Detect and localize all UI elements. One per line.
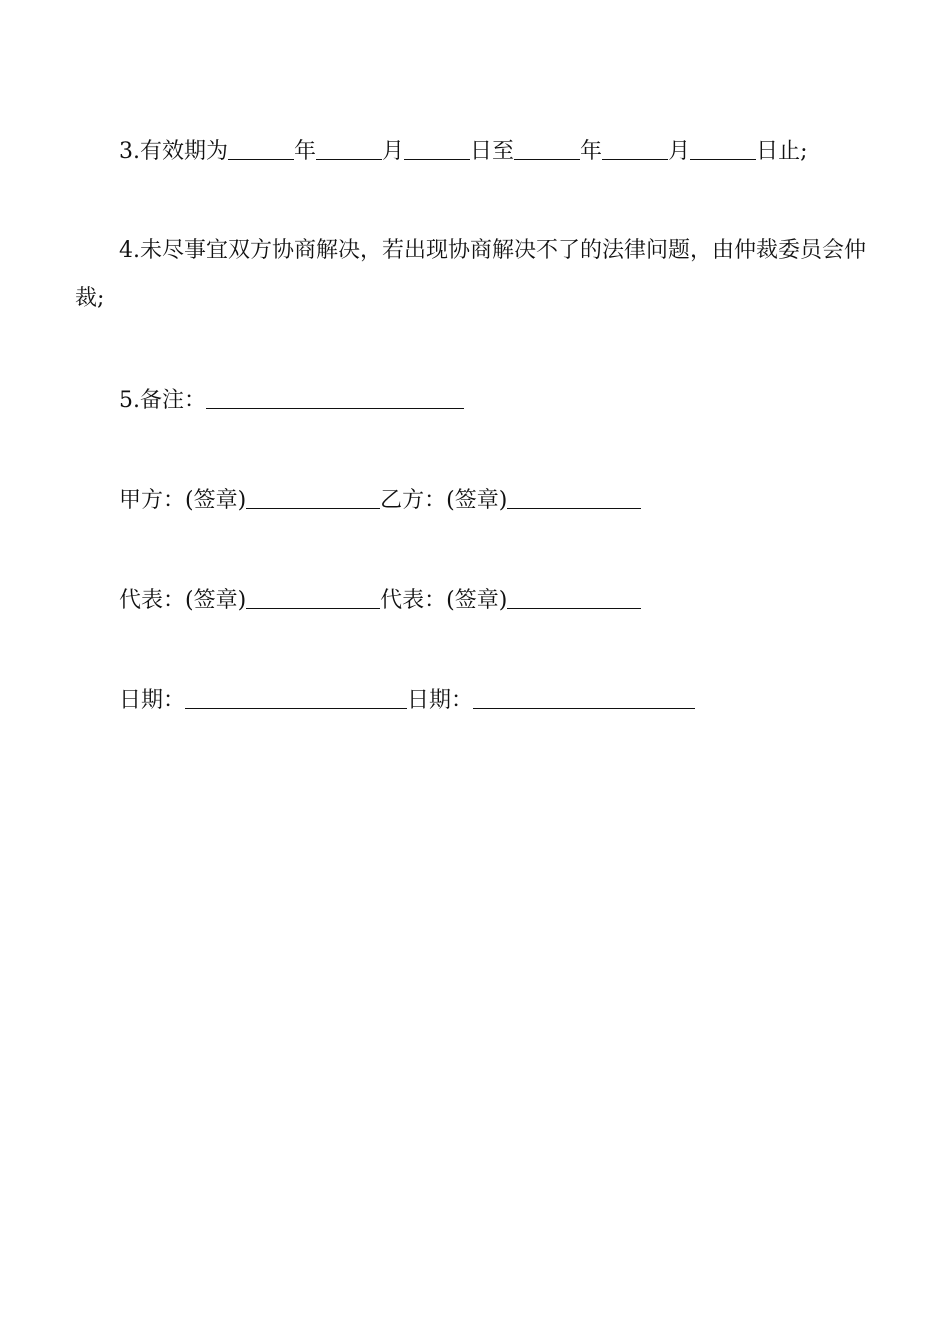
remarks-blank bbox=[206, 386, 464, 409]
start-day-blank bbox=[404, 137, 470, 160]
start-day-label: 日至 bbox=[470, 139, 515, 164]
date-b-label: 日期： bbox=[407, 688, 474, 713]
start-year-label: 年 bbox=[294, 139, 317, 164]
signature-parties-row bbox=[75, 477, 929, 525]
date-a-blank bbox=[185, 686, 407, 709]
validity-prefix: 3.有效期为 bbox=[119, 139, 228, 164]
clause-validity-period bbox=[75, 128, 929, 176]
end-day-blank bbox=[690, 137, 756, 160]
rep-b-signature-blank bbox=[507, 586, 641, 609]
party-a-label: 甲方：(签章) bbox=[119, 488, 247, 513]
signature-dates-row bbox=[75, 677, 929, 725]
clause-remarks bbox=[75, 377, 929, 425]
date-b-blank bbox=[473, 686, 695, 709]
clause-dispute-resolution: 4.未尽事宜双方协商解决，若出现协商解决不了的法律问题，由仲裁委员会仲裁; bbox=[75, 238, 866, 311]
signature-representatives-row bbox=[75, 577, 929, 625]
rep-a-label: 代表：(签章) bbox=[119, 588, 247, 613]
end-month-label: 月 bbox=[668, 139, 691, 164]
end-day-label: 日止; bbox=[756, 139, 808, 164]
start-month-blank bbox=[316, 137, 382, 160]
start-month-label: 月 bbox=[382, 139, 405, 164]
start-year-blank bbox=[228, 137, 294, 160]
rep-b-label: 代表：(签章) bbox=[380, 588, 508, 613]
date-a-label: 日期： bbox=[119, 688, 186, 713]
end-year-blank bbox=[514, 137, 580, 160]
party-a-signature-blank bbox=[246, 486, 380, 509]
party-b-signature-blank bbox=[507, 486, 641, 509]
remarks-label: 5.备注： bbox=[119, 388, 206, 413]
end-month-blank bbox=[602, 137, 668, 160]
party-b-label: 乙方：(签章) bbox=[380, 488, 508, 513]
end-year-label: 年 bbox=[580, 139, 603, 164]
rep-a-signature-blank bbox=[246, 586, 380, 609]
